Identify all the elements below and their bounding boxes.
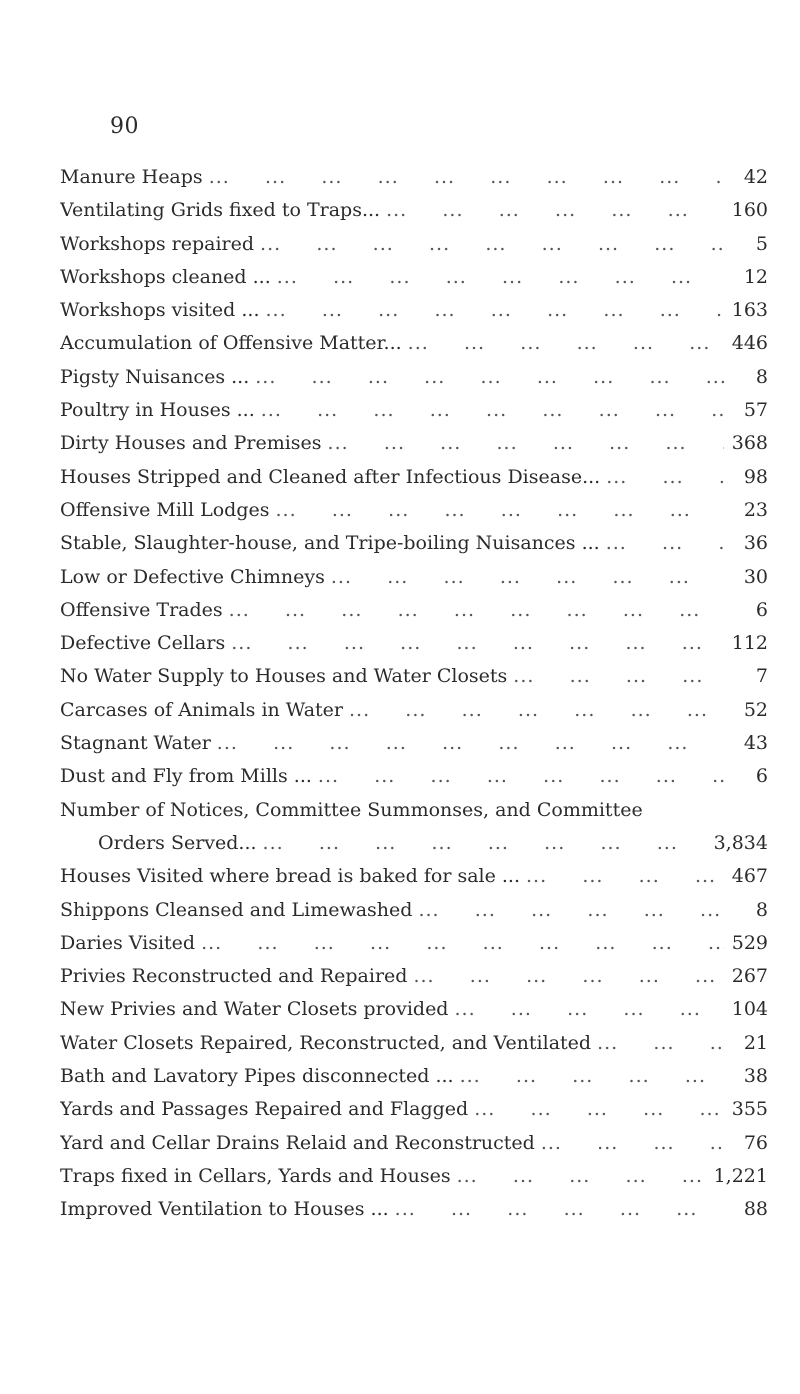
row-label: Number of Notices, Committee Summonses, and Committee (60, 798, 643, 821)
row-value: 5 (755, 232, 768, 255)
row-value: 529 (731, 931, 768, 954)
dot-leader (343, 699, 724, 721)
row-value: 368 (731, 432, 768, 455)
row-value: 104 (731, 998, 768, 1021)
dot-leader (195, 932, 724, 954)
table-row (60, 466, 768, 499)
dot-leader (591, 1032, 724, 1054)
dot-leader (260, 299, 725, 321)
row-label: Yards and Passages Repaired and Flagged (60, 1098, 469, 1121)
table-row (60, 699, 768, 732)
row-value: 52 (743, 698, 768, 721)
dot-leader (407, 965, 724, 987)
row-value: 57 (743, 399, 768, 422)
row-value: 267 (731, 965, 768, 988)
row-value: 30 (743, 565, 768, 588)
row-value: 42 (743, 166, 768, 188)
row-label: Poultry in Houses ... (60, 399, 255, 422)
dot-leader (535, 1132, 724, 1154)
row-value: 163 (731, 299, 768, 322)
table-row (60, 832, 768, 865)
row-label: Offensive Mill Lodges (60, 498, 270, 521)
row-value: 8 (755, 365, 768, 388)
dot-leader (600, 532, 724, 554)
table-row (60, 332, 768, 365)
row-label: Ventilating Grids fixed to Traps... (60, 199, 381, 222)
row-label: Defective Cellars (60, 632, 226, 655)
row-label: Workshops cleaned ... (60, 265, 271, 288)
table-row (60, 1165, 768, 1198)
row-value: 6 (755, 765, 768, 788)
row-label: Houses Stripped and Cleaned after Infectious Disease... (60, 465, 601, 488)
table-row (60, 732, 768, 765)
row-label: Privies Reconstructed and Repaired (60, 965, 408, 988)
row-label: Shippons Cleansed and Limewashed (60, 898, 413, 921)
row-value: 12 (743, 265, 768, 288)
dot-leader (468, 1098, 724, 1120)
row-label: Offensive Trades (60, 598, 223, 621)
row-value: 21 (743, 1031, 768, 1054)
row-value: 1,221 (713, 1164, 768, 1187)
table-row (60, 932, 768, 965)
row-label: Stable, Slaughter-house, and Tripe-boiling Nuisances ... (60, 532, 600, 555)
dot-leader (451, 1165, 714, 1187)
dot-leader (600, 466, 724, 488)
dot-leader (402, 332, 724, 354)
dot-leader (312, 765, 724, 787)
dot-leader (225, 632, 724, 654)
dot-leader (380, 199, 724, 221)
row-label: Manure Heaps (60, 166, 203, 188)
dot-leader (223, 599, 724, 621)
table-row (60, 665, 768, 698)
table-row (60, 632, 768, 665)
row-label: Water Closets Repaired, Reconstructed, and Ventilated (60, 1031, 592, 1054)
row-value: 36 (743, 532, 768, 555)
dot-leader (448, 998, 724, 1020)
dot-leader (203, 166, 724, 188)
dot-leader (412, 899, 724, 921)
row-label: Dirty Houses and Premises (60, 432, 322, 455)
row-label: Workshops repaired (60, 232, 255, 255)
row-value: 112 (731, 632, 768, 655)
row-label: Low or Defective Chimneys (60, 565, 325, 588)
row-value: 446 (731, 332, 768, 355)
dot-leader (255, 399, 724, 421)
dot-leader (254, 233, 724, 255)
row-value: 76 (743, 1131, 768, 1154)
nuisance-table (60, 166, 768, 1232)
row-value: 7 (755, 665, 768, 688)
table-row (60, 399, 768, 432)
table-row (60, 1198, 768, 1231)
row-value: 8 (755, 898, 768, 921)
row-label: Workshops visited ... (60, 299, 260, 322)
table-row (60, 199, 768, 232)
dot-leader (322, 432, 724, 454)
dot-leader (249, 366, 724, 388)
row-value: 38 (743, 1065, 768, 1088)
row-value: 88 (743, 1198, 768, 1221)
row-label: Orders Served... (98, 831, 257, 854)
table-row (60, 566, 768, 599)
table-row (60, 499, 768, 532)
row-label: Accumulation of Offensive Matter... (60, 332, 402, 355)
table-row (60, 965, 768, 998)
table-row (60, 299, 768, 332)
dot-leader (389, 1198, 724, 1220)
row-label: Houses Visited where bread is baked for sale ... (60, 865, 520, 888)
dot-leader (454, 1065, 724, 1087)
row-label: Dust and Fly from Mills ... (60, 765, 312, 788)
table-row (60, 799, 768, 832)
row-value: 3,834 (713, 831, 768, 854)
dot-leader (270, 499, 724, 521)
table-row (60, 865, 768, 898)
row-value: 6 (755, 598, 768, 621)
table-row (60, 899, 768, 932)
row-label: Pigsty Nuisances ... (60, 365, 250, 388)
row-value: 467 (731, 865, 768, 888)
row-label: Carcases of Animals in Water (60, 698, 343, 721)
dot-leader (211, 732, 724, 754)
page-number: 90 (110, 114, 139, 139)
table-row (60, 1132, 768, 1165)
row-label: Stagnant Water (60, 732, 211, 755)
row-value: 43 (743, 732, 768, 755)
table-row (60, 532, 768, 565)
row-label: Yard and Cellar Drains Relaid and Reconstructed (60, 1131, 535, 1154)
dot-leader (325, 566, 724, 588)
row-value: 98 (743, 465, 768, 488)
table-row (60, 765, 768, 798)
table-row (60, 233, 768, 266)
row-label: New Privies and Water Closets provided (60, 998, 449, 1021)
table-row (60, 1098, 768, 1131)
table-row (60, 166, 768, 199)
dot-leader (520, 865, 724, 887)
row-value: 23 (743, 498, 768, 521)
row-label: Bath and Lavatory Pipes disconnected ... (60, 1065, 454, 1088)
row-value: 160 (731, 199, 768, 222)
row-value: 355 (731, 1098, 768, 1121)
table-row (60, 599, 768, 632)
row-label: No Water Supply to Houses and Water Closets (60, 665, 508, 688)
table-row (60, 1065, 768, 1098)
table-row (60, 1032, 768, 1065)
row-label: Improved Ventilation to Houses ... (60, 1198, 389, 1221)
table-row (60, 998, 768, 1031)
row-label: Daries Visited (60, 931, 196, 954)
dot-leader (507, 665, 724, 687)
row-label: Traps fixed in Cellars, Yards and Houses (60, 1164, 451, 1187)
table-row (60, 432, 768, 465)
table-row (60, 266, 768, 299)
dot-leader (257, 832, 714, 854)
dot-leader (271, 266, 724, 288)
table-row (60, 366, 768, 399)
